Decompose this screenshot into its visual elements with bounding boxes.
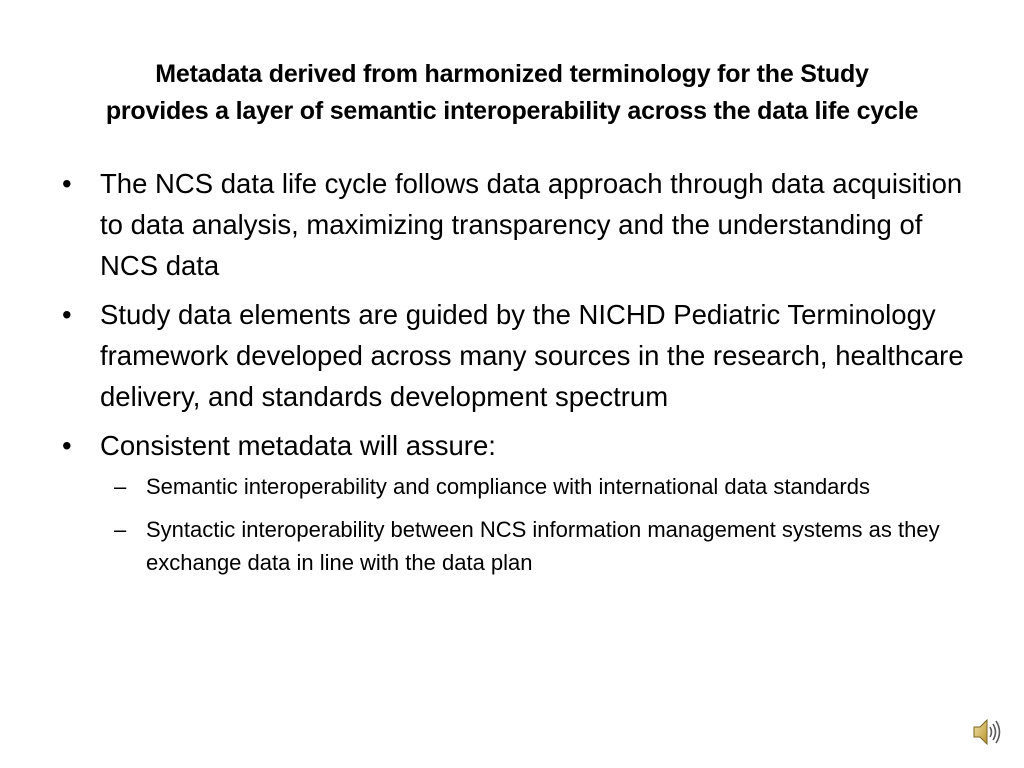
bullet-list [62, 163, 982, 589]
bullet-marker: • [62, 168, 72, 199]
sub-bullet-text: Syntactic interoperability between NCS information management systems as they exchange data in line with the data plan [146, 517, 940, 575]
bullet-text: Consistent metadata will assure: [100, 430, 496, 461]
slide-title [40, 56, 984, 130]
slide-title-line-1: Metadata derived from harmonized terminology for the Study [155, 60, 869, 88]
sub-bullet-marker: – [114, 517, 127, 542]
bullet-item-1 [62, 163, 982, 286]
sub-bullet-item-1 [100, 470, 982, 503]
speaker-icon[interactable] [972, 715, 1002, 749]
bullet-item-3 [62, 425, 982, 579]
bullet-text: Study data elements are guided by the NICHD Pediatric Terminology framework developed across many sources in the research, healthcare delivery, and standards development spectrum [100, 299, 964, 412]
slide-title-line-2: provides a layer of semantic interoperability across the data life cycle [105, 97, 919, 125]
bullet-marker: • [62, 299, 72, 330]
bullet-text: The NCS data life cycle follows data approach through data acquisition to data analysis, maximizing transparency and the understanding of NCS data [100, 168, 963, 281]
sub-bullet-text: Semantic interoperability and compliance with international data standards [146, 474, 870, 499]
sub-bullet-item-2 [100, 513, 982, 579]
bullet-item-2 [62, 294, 982, 417]
sub-bullet-marker: – [114, 474, 127, 499]
sub-bullet-list [100, 470, 982, 579]
bullet-marker: • [62, 430, 72, 461]
